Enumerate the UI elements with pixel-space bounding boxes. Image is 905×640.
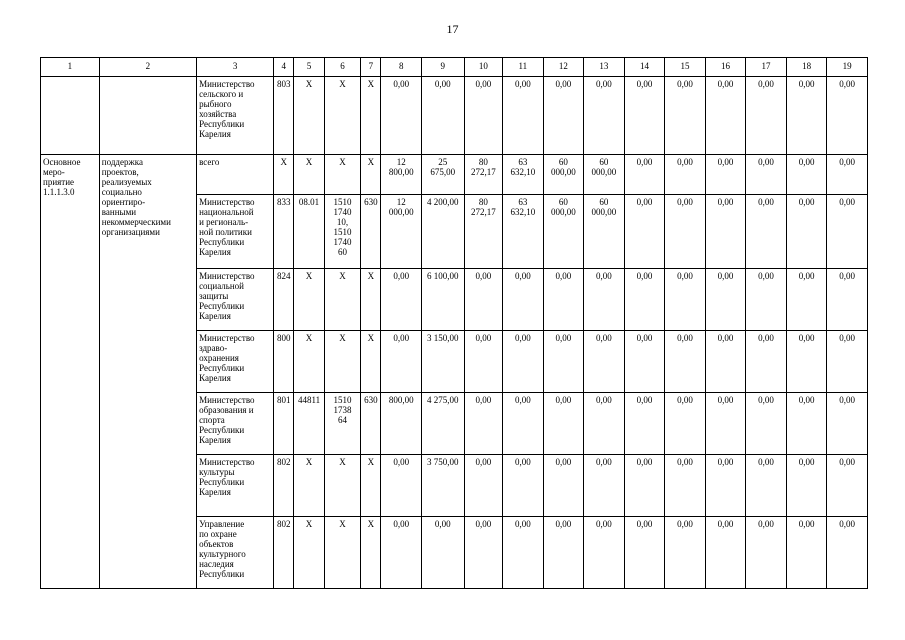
executor-cell: Управление по охране объектов культурного наследия Республики bbox=[197, 517, 274, 589]
target-article-cell: X bbox=[324, 455, 360, 517]
table-row bbox=[41, 77, 868, 155]
value-cell: 0,00 bbox=[584, 331, 625, 393]
value-cell: 3 150,00 bbox=[422, 331, 465, 393]
value-cell: 0,00 bbox=[786, 155, 827, 195]
value-cell: 0,00 bbox=[827, 393, 868, 455]
value-cell: 0,00 bbox=[827, 269, 868, 331]
value-cell: 0,00 bbox=[381, 77, 422, 155]
section-cell: 08.01 bbox=[294, 195, 324, 269]
value-cell: 0,00 bbox=[705, 195, 746, 269]
value-cell: 60 000,00 bbox=[584, 155, 625, 195]
executor-cell: Министерство образования и спорта Республики Карелия bbox=[197, 393, 274, 455]
value-cell: 80 272,17 bbox=[464, 195, 503, 269]
value-cell: 0,00 bbox=[665, 77, 706, 155]
value-cell: 0,00 bbox=[624, 195, 665, 269]
value-cell: 0,00 bbox=[705, 517, 746, 589]
column-header-9: 9 bbox=[422, 58, 465, 77]
value-cell: 0,00 bbox=[543, 77, 584, 155]
column-header-7: 7 bbox=[361, 58, 381, 77]
value-cell: 0,00 bbox=[665, 331, 706, 393]
value-cell: 0,00 bbox=[464, 331, 503, 393]
value-cell: 0,00 bbox=[584, 77, 625, 155]
target-article-cell: X bbox=[324, 269, 360, 331]
expense-type-cell: X bbox=[361, 455, 381, 517]
value-cell: 0,00 bbox=[543, 393, 584, 455]
expense-type-cell: 630 bbox=[361, 393, 381, 455]
column-header-15: 15 bbox=[665, 58, 706, 77]
value-cell: 0,00 bbox=[381, 517, 422, 589]
value-cell: 0,00 bbox=[746, 455, 787, 517]
value-cell: 0,00 bbox=[624, 393, 665, 455]
column-header-5: 5 bbox=[294, 58, 324, 77]
value-cell: 0,00 bbox=[705, 77, 746, 155]
value-cell: 4 200,00 bbox=[422, 195, 465, 269]
value-cell: 0,00 bbox=[705, 269, 746, 331]
value-cell: 0,00 bbox=[381, 269, 422, 331]
value-cell: 0,00 bbox=[543, 455, 584, 517]
code-cell: 803 bbox=[274, 77, 294, 155]
value-cell: 4 275,00 bbox=[422, 393, 465, 455]
value-cell: 0,00 bbox=[746, 155, 787, 195]
value-cell: 12 800,00 bbox=[381, 155, 422, 195]
value-cell: 0,00 bbox=[503, 77, 544, 155]
column-header-16: 16 bbox=[705, 58, 746, 77]
value-cell: 0,00 bbox=[464, 269, 503, 331]
value-cell: 0,00 bbox=[665, 195, 706, 269]
value-cell: 0,00 bbox=[503, 393, 544, 455]
column-header-10: 10 bbox=[464, 58, 503, 77]
executor-cell: Министерство здраво- охранения Республики Карелия bbox=[197, 331, 274, 393]
code-cell: 802 bbox=[274, 517, 294, 589]
value-cell: 0,00 bbox=[624, 331, 665, 393]
target-article-cell: X bbox=[324, 331, 360, 393]
value-cell: 25 675,00 bbox=[422, 155, 465, 195]
executor-cell: всего bbox=[197, 155, 274, 195]
column-header-11: 11 bbox=[503, 58, 544, 77]
column-header-3: 3 bbox=[197, 58, 274, 77]
value-cell: 0,00 bbox=[584, 517, 625, 589]
executor-cell: Министерство сельского и рыбного хозяйства Республики Карелия bbox=[197, 77, 274, 155]
expense-type-cell: 630 bbox=[361, 195, 381, 269]
value-cell: 0,00 bbox=[584, 269, 625, 331]
expense-type-cell: X bbox=[361, 517, 381, 589]
value-cell: 0,00 bbox=[827, 455, 868, 517]
value-cell: 63 632,10 bbox=[503, 195, 544, 269]
expense-type-cell: X bbox=[361, 155, 381, 195]
target-article-cell: X bbox=[324, 517, 360, 589]
value-cell: 0,00 bbox=[746, 331, 787, 393]
value-cell: 3 750,00 bbox=[422, 455, 465, 517]
executor-cell: Министерство национальной и региональ- ной политики Республики Карелия bbox=[197, 195, 274, 269]
activity-name-cell bbox=[99, 77, 196, 155]
value-cell: 0,00 bbox=[827, 155, 868, 195]
column-header-12: 12 bbox=[543, 58, 584, 77]
column-header-17: 17 bbox=[746, 58, 787, 77]
table-body bbox=[41, 77, 868, 589]
value-cell: 0,00 bbox=[584, 393, 625, 455]
column-header-1: 1 bbox=[41, 58, 100, 77]
value-cell: 0,00 bbox=[786, 77, 827, 155]
activity-cell bbox=[41, 77, 100, 155]
column-header-6: 6 bbox=[324, 58, 360, 77]
value-cell: 0,00 bbox=[624, 77, 665, 155]
value-cell: 0,00 bbox=[665, 393, 706, 455]
code-cell: 802 bbox=[274, 455, 294, 517]
value-cell: 0,00 bbox=[503, 517, 544, 589]
value-cell: 0,00 bbox=[746, 393, 787, 455]
code-cell: 801 bbox=[274, 393, 294, 455]
value-cell: 0,00 bbox=[746, 269, 787, 331]
value-cell: 800,00 bbox=[381, 393, 422, 455]
value-cell: 0,00 bbox=[786, 393, 827, 455]
value-cell: 60 000,00 bbox=[584, 195, 625, 269]
code-cell: 824 bbox=[274, 269, 294, 331]
section-cell: 44811 bbox=[294, 393, 324, 455]
executor-cell: Министерство социальной защиты Республики Карелия bbox=[197, 269, 274, 331]
value-cell: 0,00 bbox=[786, 331, 827, 393]
section-cell: X bbox=[294, 155, 324, 195]
value-cell: 80 272,17 bbox=[464, 155, 503, 195]
value-cell: 0,00 bbox=[381, 331, 422, 393]
value-cell: 0,00 bbox=[786, 455, 827, 517]
column-header-8: 8 bbox=[381, 58, 422, 77]
target-article-cell: 1510 1740 10, 1510 1740 60 bbox=[324, 195, 360, 269]
column-header-18: 18 bbox=[786, 58, 827, 77]
column-header-14: 14 bbox=[624, 58, 665, 77]
target-article-cell: 1510 1738 64 bbox=[324, 393, 360, 455]
value-cell: 0,00 bbox=[422, 77, 465, 155]
value-cell: 0,00 bbox=[786, 269, 827, 331]
value-cell: 0,00 bbox=[786, 517, 827, 589]
target-article-cell: X bbox=[324, 77, 360, 155]
value-cell: 0,00 bbox=[665, 517, 706, 589]
column-header-19: 19 bbox=[827, 58, 868, 77]
value-cell: 0,00 bbox=[503, 269, 544, 331]
budget-table bbox=[40, 57, 868, 589]
code-cell: 800 bbox=[274, 331, 294, 393]
value-cell: 0,00 bbox=[464, 77, 503, 155]
value-cell: 0,00 bbox=[503, 331, 544, 393]
section-cell: X bbox=[294, 331, 324, 393]
section-cell: X bbox=[294, 269, 324, 331]
value-cell: 0,00 bbox=[584, 455, 625, 517]
value-cell: 0,00 bbox=[381, 455, 422, 517]
value-cell: 0,00 bbox=[665, 269, 706, 331]
value-cell: 0,00 bbox=[665, 155, 706, 195]
page-number: 17 bbox=[446, 22, 459, 36]
value-cell: 0,00 bbox=[503, 455, 544, 517]
value-cell: 0,00 bbox=[746, 77, 787, 155]
value-cell: 0,00 bbox=[705, 331, 746, 393]
table-row bbox=[41, 155, 868, 195]
executor-cell: Министерство культуры Республики Карелия bbox=[197, 455, 274, 517]
value-cell: 0,00 bbox=[827, 331, 868, 393]
code-cell: X bbox=[274, 155, 294, 195]
value-cell: 0,00 bbox=[827, 195, 868, 269]
value-cell: 0,00 bbox=[827, 517, 868, 589]
value-cell: 60 000,00 bbox=[543, 195, 584, 269]
value-cell: 0,00 bbox=[422, 517, 465, 589]
column-header-4: 4 bbox=[274, 58, 294, 77]
value-cell: 0,00 bbox=[543, 331, 584, 393]
section-cell: X bbox=[294, 517, 324, 589]
value-cell: 0,00 bbox=[786, 195, 827, 269]
activity-cell: Основное меро- приятие 1.1.1.3.0 bbox=[41, 155, 100, 589]
value-cell: 0,00 bbox=[746, 195, 787, 269]
value-cell: 0,00 bbox=[746, 517, 787, 589]
value-cell: 0,00 bbox=[464, 455, 503, 517]
value-cell: 6 100,00 bbox=[422, 269, 465, 331]
expense-type-cell: X bbox=[361, 77, 381, 155]
code-cell: 833 bbox=[274, 195, 294, 269]
header-row bbox=[41, 58, 868, 77]
value-cell: 0,00 bbox=[705, 455, 746, 517]
value-cell: 63 632,10 bbox=[503, 155, 544, 195]
section-cell: X bbox=[294, 455, 324, 517]
value-cell: 0,00 bbox=[705, 155, 746, 195]
value-cell: 0,00 bbox=[705, 393, 746, 455]
target-article-cell: X bbox=[324, 155, 360, 195]
value-cell: 0,00 bbox=[543, 517, 584, 589]
value-cell: 0,00 bbox=[665, 455, 706, 517]
value-cell: 0,00 bbox=[543, 269, 584, 331]
value-cell: 0,00 bbox=[624, 455, 665, 517]
value-cell: 12 000,00 bbox=[381, 195, 422, 269]
activity-name-cell: поддержка проектов, реализуемых социально ориентиро- ванными некоммерческими организациями bbox=[99, 155, 196, 589]
value-cell: 0,00 bbox=[827, 77, 868, 155]
column-header-13: 13 bbox=[584, 58, 625, 77]
value-cell: 60 000,00 bbox=[543, 155, 584, 195]
value-cell: 0,00 bbox=[464, 517, 503, 589]
table-header bbox=[41, 58, 868, 77]
value-cell: 0,00 bbox=[624, 269, 665, 331]
value-cell: 0,00 bbox=[624, 155, 665, 195]
column-header-2: 2 bbox=[99, 58, 196, 77]
expense-type-cell: X bbox=[361, 269, 381, 331]
expense-type-cell: X bbox=[361, 331, 381, 393]
value-cell: 0,00 bbox=[464, 393, 503, 455]
value-cell: 0,00 bbox=[624, 517, 665, 589]
section-cell: X bbox=[294, 77, 324, 155]
